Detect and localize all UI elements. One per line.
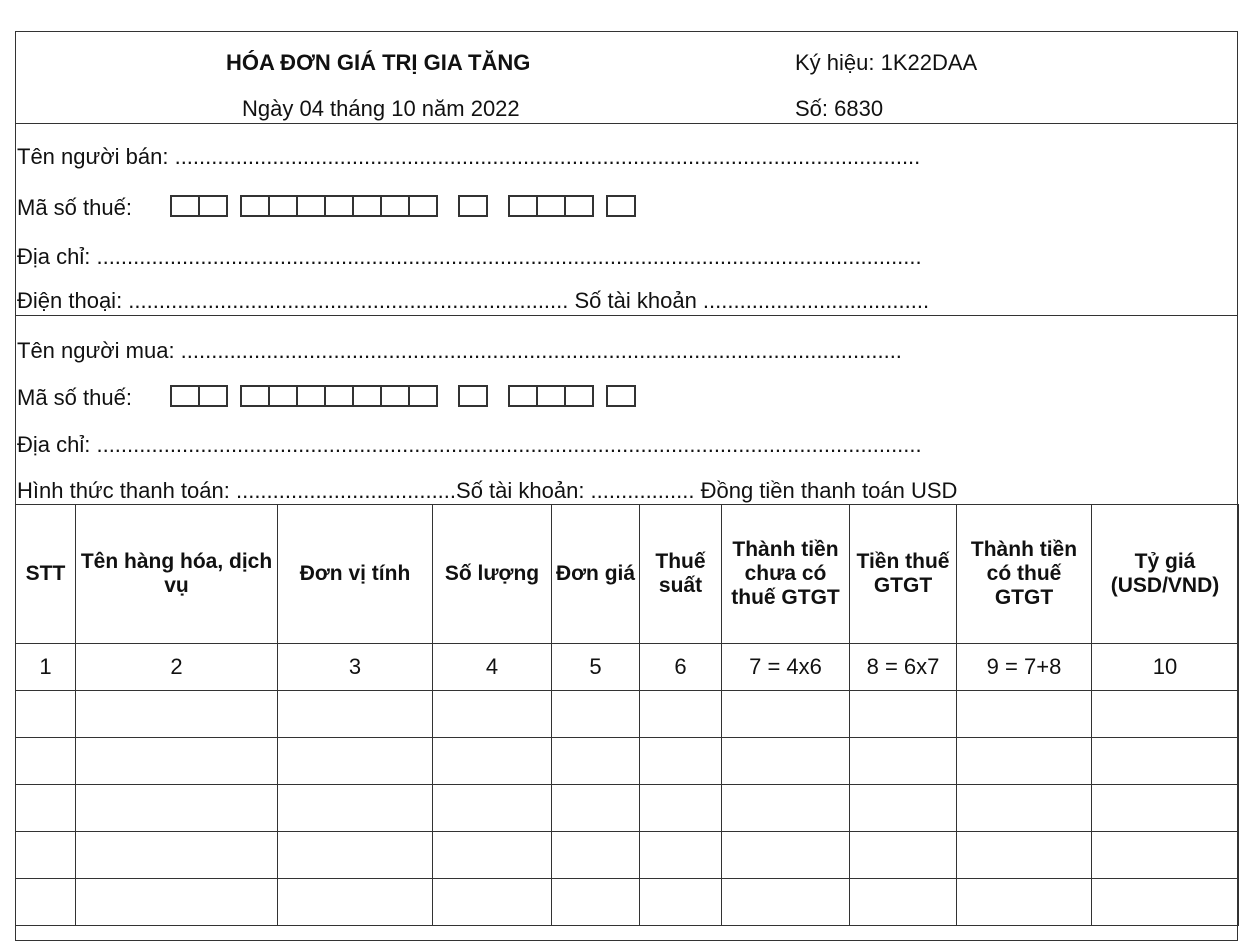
table-row[interactable] (16, 879, 1239, 926)
buyer-address-field[interactable]: Địa chỉ: ....................................................................................................................................... (17, 432, 922, 457)
col-header-amount-with-tax: Thành tiền có thuế GTGT (957, 505, 1092, 644)
col-header-tax-rate: Thuế suất (640, 505, 722, 644)
col-number: 3 (278, 644, 433, 691)
seller-tax-boxes[interactable] (172, 195, 636, 217)
seller-name-field[interactable]: Tên người bán: .......................................................................................................................... (17, 144, 921, 169)
seller-phone-field[interactable]: Điện thoại: ........................................................................ Số tài khoản ..................................... (17, 288, 930, 313)
col-header-unit: Đơn vị tính (278, 505, 433, 644)
col-header-tax-amount: Tiền thuế GTGT (850, 505, 957, 644)
invoice-title: HÓA ĐƠN GIÁ TRỊ GIA TĂNG (226, 50, 531, 75)
col-number: 5 (552, 644, 640, 691)
col-header-quantity: Số lượng (433, 505, 552, 644)
table-row[interactable] (16, 785, 1239, 832)
divider-seller (15, 315, 1238, 316)
invoice-number: Số: 6830 (795, 96, 884, 121)
table-row[interactable] (16, 738, 1239, 785)
buyer-tax-label: Mã số thuế: (17, 385, 132, 410)
table-number-row (16, 644, 1239, 691)
buyer-payment-field[interactable]: Hình thức thanh toán: ....................................Số tài khoản: ................. Đồng tiền thanh toán USD (17, 478, 958, 503)
seller-tax-label: Mã số thuế: (17, 195, 132, 220)
col-number: 6 (640, 644, 722, 691)
col-header-price: Đơn giá (552, 505, 640, 644)
col-header-amount-pre-tax: Thành tiền chưa có thuế GTGT (722, 505, 850, 644)
table-header-row (16, 505, 1239, 644)
col-number: 1 (16, 644, 76, 691)
table-row[interactable] (16, 691, 1239, 738)
col-header-exchange-rate: Tỷ giá (USD/VND) (1092, 505, 1239, 644)
table-row[interactable] (16, 832, 1239, 879)
seller-address-field[interactable]: Địa chỉ: ....................................................................................................................................... (17, 244, 922, 269)
col-number: 9 = 7+8 (957, 644, 1092, 691)
col-header-stt: STT (16, 505, 76, 644)
col-number: 10 (1092, 644, 1239, 691)
col-number: 8 = 6x7 (850, 644, 957, 691)
items-table (15, 504, 1239, 926)
col-number: 2 (76, 644, 278, 691)
invoice-symbol: Ký hiệu: 1K22DAA (795, 50, 978, 75)
invoice-date: Ngày 04 tháng 10 năm 2022 (242, 96, 520, 121)
buyer-name-field[interactable]: Tên người mua: ...................................................................................................................... (17, 338, 902, 363)
divider-header (15, 123, 1238, 124)
col-header-name: Tên hàng hóa, dịch vụ (76, 505, 278, 644)
buyer-tax-boxes[interactable] (172, 385, 636, 407)
col-number: 7 = 4x6 (722, 644, 850, 691)
col-number: 4 (433, 644, 552, 691)
